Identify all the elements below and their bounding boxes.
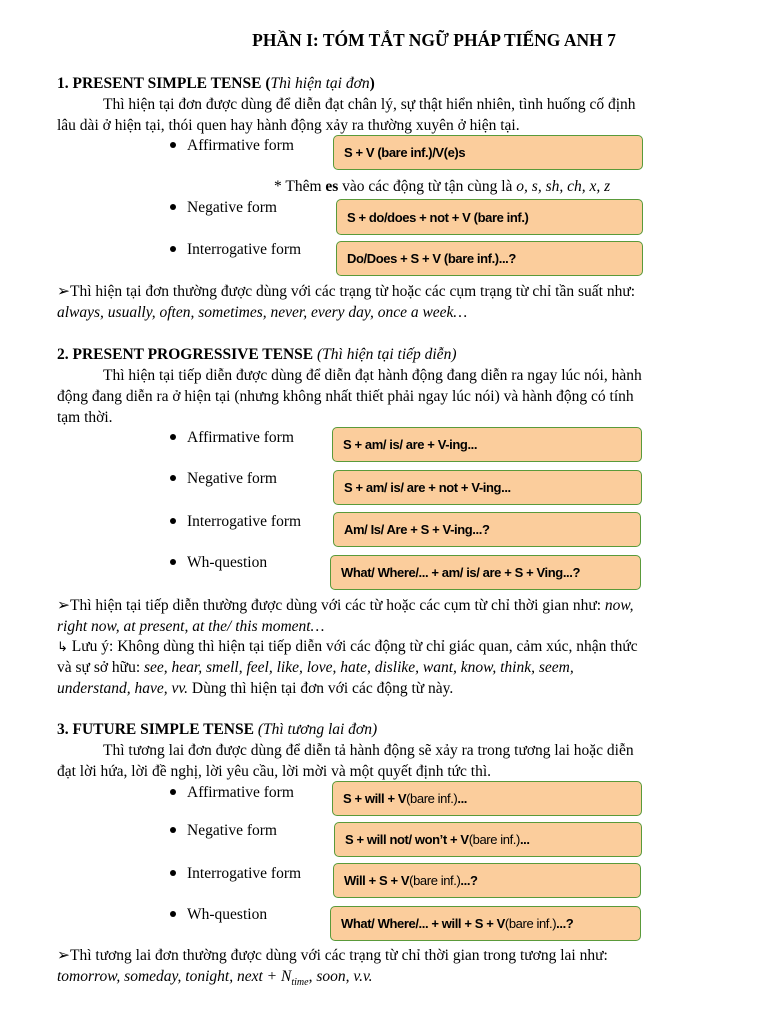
bullet-icon bbox=[170, 518, 176, 524]
formula-box-negative: S + do/does + not + V (bare inf.) bbox=[336, 199, 643, 235]
note-line: và sự sở hữu: see, hear, smell, feel, like, love, hate, dislike, want, know, think, seem, bbox=[57, 659, 574, 676]
bullet-interrogative: Interrogative form bbox=[170, 240, 301, 260]
adverb-examples: right now, at present, at the/ this moment… bbox=[57, 618, 325, 635]
bullet-icon bbox=[170, 559, 176, 565]
description-line: tạm thời. bbox=[57, 409, 113, 426]
formula-box-wh-question: What/ Where/... + will + S + V (bare inf.) ...? bbox=[330, 906, 641, 941]
bullet-icon bbox=[170, 246, 176, 252]
bullet-interrogative: Interrogative form bbox=[170, 864, 301, 884]
description-line: Thì hiện tại đơn được dùng để diễn đạt chân lý, sự thật hiển nhiên, tình huống cố định bbox=[103, 96, 636, 113]
bullet-icon bbox=[170, 434, 176, 440]
heading-vi: Thì hiện tại đơn bbox=[270, 75, 370, 92]
section-heading-future-simple bbox=[57, 720, 377, 740]
formula-box-negative: S + will not/ won’t + V (bare inf.) ... bbox=[334, 822, 642, 857]
bullet-negative: Negative form bbox=[170, 821, 277, 841]
description-line: đạt lời hứa, lời đề nghị, lời yêu cầu, lời mời và một quyết định tức thì. bbox=[57, 763, 492, 780]
heading-text: 2. PRESENT PROGRESSIVE TENSE bbox=[57, 346, 314, 363]
formula-box-affirmative: S + V (bare inf.)/V(e)s bbox=[333, 135, 643, 170]
formula-box-wh-question: What/ Where/... + am/ is/ are + S + Ving...? bbox=[330, 555, 641, 590]
bullet-negative: Negative form bbox=[170, 198, 277, 218]
description-line: lâu dài ở hiện tại, thói quen hay hành động xảy ra thường xuyên ở hiện tại. bbox=[57, 117, 520, 134]
note-line: ↳ Lưu ý: Không dùng thì hiện tại tiếp diễn với các động từ chỉ giác quan, cảm xúc, nhận thức bbox=[57, 638, 638, 655]
formula-box-interrogative: Do/Does + S + V (bare inf.)...? bbox=[336, 241, 643, 276]
heading-text: 1. PRESENT SIMPLE TENSE bbox=[57, 75, 262, 92]
es-note: * Thêm es vào các động từ tận cùng là o, s, sh, ch, x, z bbox=[274, 178, 611, 195]
heading-vi: (Thì tương lai đơn) bbox=[257, 721, 378, 738]
adverb-line: ➢Thì tương lai đơn thường được dùng với các trạng từ chỉ thời gian trong tương lai như: bbox=[57, 947, 608, 964]
bullet-icon bbox=[170, 870, 176, 876]
bullet-icon bbox=[170, 204, 176, 210]
description-line: Thì hiện tại tiếp diễn được dùng để diễn đạt hành động đang diễn ra ngay lúc nói, hành bbox=[103, 367, 642, 384]
adverb-examples: always, usually, often, sometimes, never, every day, once a week… bbox=[57, 304, 468, 321]
adverb-line: ➢Thì hiện tại tiếp diễn thường được dùng với các từ hoặc các cụm từ chỉ thời gian như: now, bbox=[57, 597, 634, 614]
arrow-icon: ➢ bbox=[57, 597, 70, 614]
formula-box-negative: S + am/ is/ are + not + V-ing... bbox=[333, 470, 642, 505]
page-title: PHẦN I: TÓM TẮT NGỮ PHÁP TIẾNG ANH 7 bbox=[252, 30, 616, 50]
bullet-icon bbox=[170, 789, 176, 795]
bullet-icon bbox=[170, 475, 176, 481]
heading-vi: (Thì hiện tại tiếp diễn) bbox=[317, 346, 457, 363]
formula-box-affirmative: S + will + V (bare inf.) ... bbox=[332, 781, 642, 816]
section-heading-present-progressive bbox=[57, 345, 456, 365]
note-arrow-icon: ↳ bbox=[57, 640, 68, 655]
adverb-examples: tomorrow, someday, tonight, next + $N_{time}$, soon, v.v. bbox=[57, 968, 373, 989]
section-heading-present-simple: 1. PRESENT SIMPLE TENSE (Thì hiện tại đơn) bbox=[57, 75, 375, 92]
bullet-affirmative: Affirmative form bbox=[170, 428, 294, 448]
bullet-wh-question: Wh-question bbox=[170, 905, 267, 925]
description-line: Thì tương lai đơn được dùng để diễn tả hành động sẽ xảy ra trong tương lai hoặc diễn bbox=[103, 742, 634, 759]
bullet-icon bbox=[170, 911, 176, 917]
arrow-icon: ➢ bbox=[57, 947, 70, 964]
note-line: understand, have, vv. Dùng thì hiện tại đơn với các động từ này. bbox=[57, 680, 454, 697]
bullet-negative: Negative form bbox=[170, 469, 277, 489]
bullet-interrogative: Interrogative form bbox=[170, 512, 301, 532]
formula-box-affirmative: S + am/ is/ are + V-ing... bbox=[332, 427, 642, 462]
description-line: động đang diễn ra ở hiện tại (nhưng không nhất thiết phải ngay lúc nói) và hành động có tính bbox=[57, 388, 634, 405]
bullet-wh-question: Wh-question bbox=[170, 553, 267, 573]
heading-text: 3. FUTURE SIMPLE TENSE bbox=[57, 721, 254, 738]
bullet-icon bbox=[170, 142, 176, 148]
adverb-line: ➢Thì hiện tại đơn thường được dùng với các trạng từ hoặc các cụm trạng từ chỉ tần suất như: bbox=[57, 283, 636, 300]
formula-box-interrogative: Am/ Is/ Are + S + V-ing...? bbox=[333, 512, 641, 547]
formula-box-interrogative: Will + S + V (bare inf.) ...? bbox=[333, 863, 641, 898]
bullet-icon bbox=[170, 827, 176, 833]
bullet-affirmative: Affirmative form bbox=[170, 136, 294, 156]
bullet-affirmative: Affirmative form bbox=[170, 783, 294, 803]
arrow-icon: ➢ bbox=[57, 283, 70, 300]
